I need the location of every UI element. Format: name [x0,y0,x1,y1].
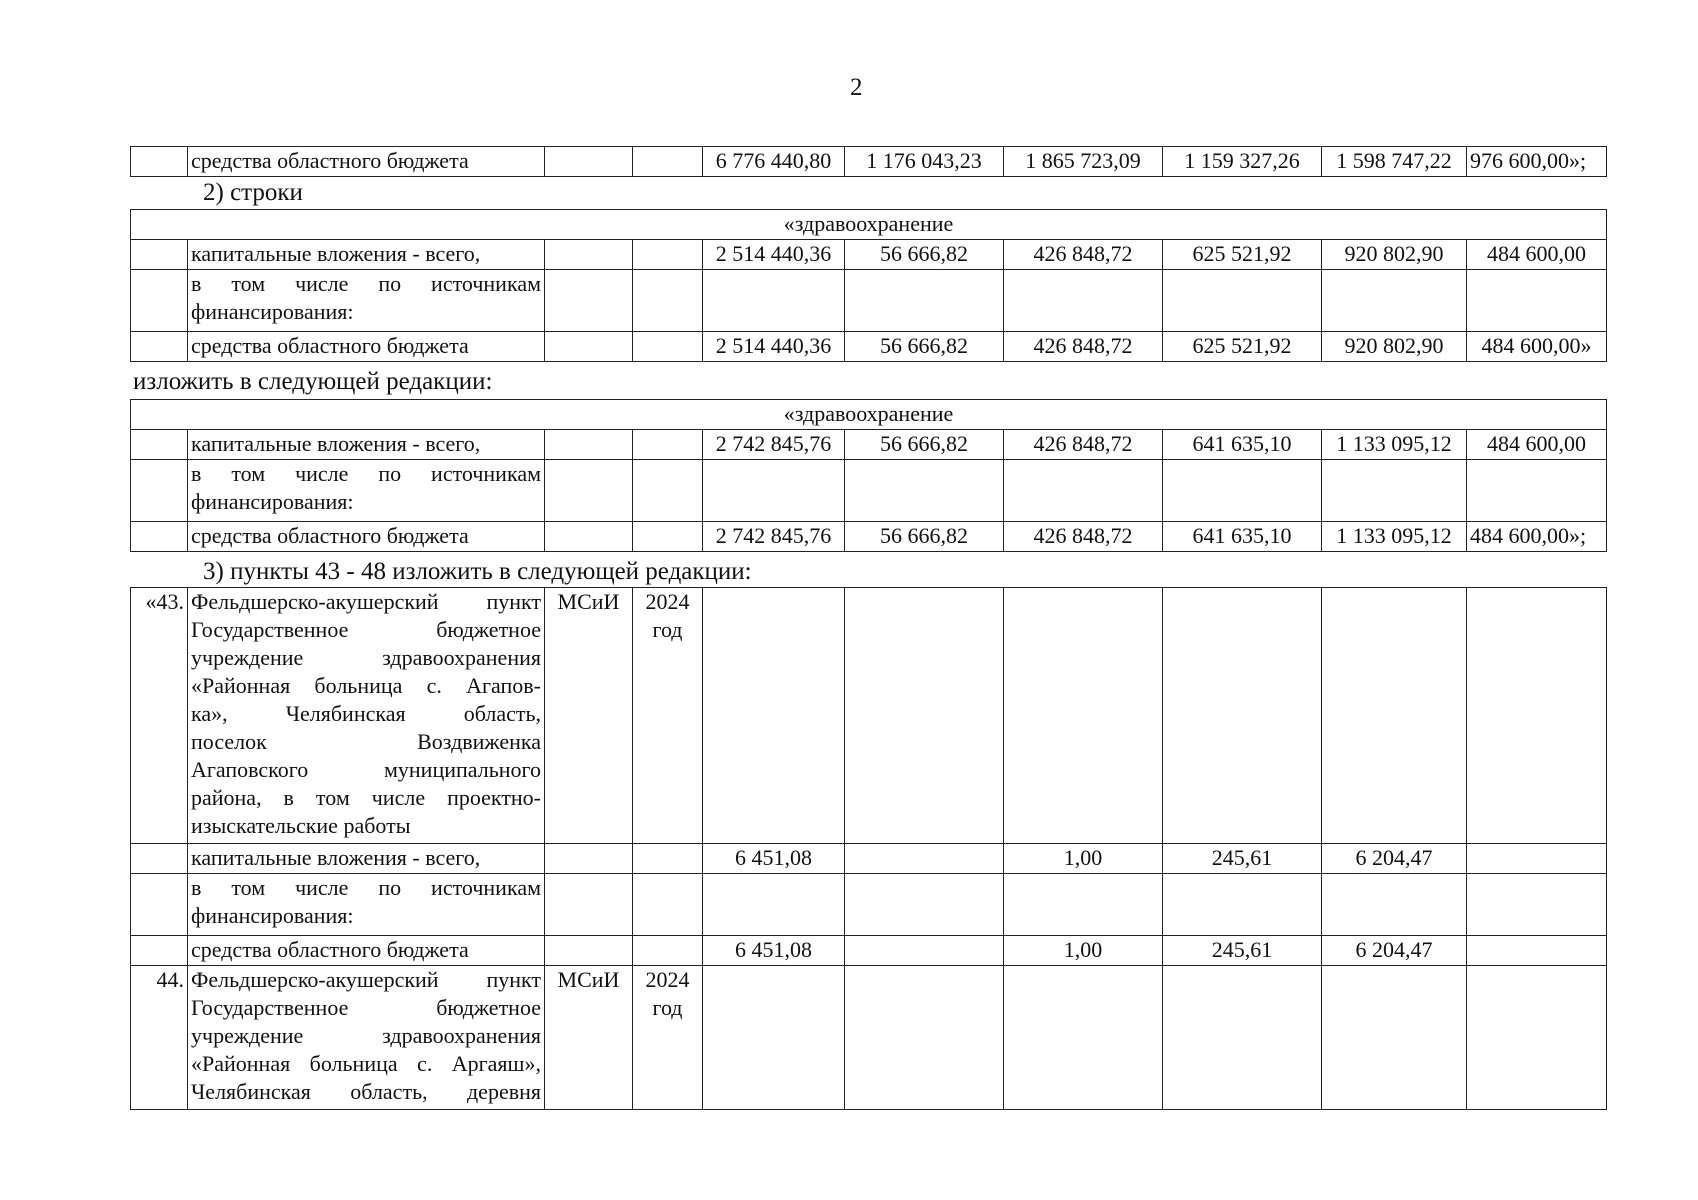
year-line: 2024 [645,589,690,614]
name-cell [188,270,545,332]
empty-cell [1163,966,1322,1110]
table-row [131,270,1607,332]
number-cell [131,270,188,332]
value-cell: 484 600,00» [1467,332,1607,362]
name-cell [188,874,545,936]
value-cell: 484 600,00»; [1467,522,1607,552]
number-cell [131,460,188,522]
value-cell: 976 600,00»; [1467,147,1607,177]
customer-cell [545,430,633,460]
title-line: изыскательские работы [191,813,411,838]
table-row [131,147,1607,177]
empty-cell [1004,460,1163,522]
table-row [131,844,1607,874]
table-row [131,210,1607,240]
total-cell: 2 742 845,76 [703,522,845,552]
value-cell: 625 521,92 [1163,332,1322,362]
value-cell: 920 802,90 [1322,240,1467,270]
year-cell [633,966,703,1110]
value-cell: 1,00 [1004,936,1163,966]
name-cell: средства областного бюджета [188,332,545,362]
old-rows-table [130,209,1607,362]
year-line: год [652,617,683,642]
empty-cell [1322,966,1467,1110]
table-row [131,460,1607,522]
customer-cell [545,240,633,270]
value-cell [1467,936,1607,966]
title-line: учреждение здравоохранения [191,1023,541,1048]
year-cell [633,844,703,874]
items-table [130,587,1607,1110]
name-cell: средства областного бюджета [188,147,545,177]
value-cell: 426 848,72 [1004,332,1163,362]
customer-cell [545,147,633,177]
empty-cell [1322,270,1467,332]
empty-cell [1322,588,1467,844]
value-cell: 641 635,10 [1163,430,1322,460]
year-line: год [652,995,683,1020]
value-cell: 1 865 723,09 [1004,147,1163,177]
empty-cell [1322,874,1467,936]
value-cell: 1 176 043,23 [845,147,1004,177]
empty-cell [703,966,845,1110]
empty-cell [545,874,633,936]
value-cell [845,936,1004,966]
year-cell [633,332,703,362]
title-line: ка», Челябинская область, [191,701,541,726]
name-cell [188,460,545,522]
value-cell: 56 666,82 [845,240,1004,270]
item-number: 44. [131,966,188,1110]
empty-cell [1163,460,1322,522]
value-cell: 1 598 747,22 [1322,147,1467,177]
item-title [188,966,545,1110]
title-line: «Районная больница с. Аргаяш», [191,1051,541,1076]
empty-cell [703,588,845,844]
name-cell: капитальные вложения - всего, [188,240,545,270]
name-line: финансирования: [191,299,354,324]
value-cell: 426 848,72 [1004,522,1163,552]
number-cell [131,844,188,874]
empty-cell [703,874,845,936]
empty-cell [845,460,1004,522]
page-number: 2 [850,74,863,101]
total-cell: 6 451,08 [703,936,845,966]
number-cell [131,240,188,270]
value-cell: 245,61 [1163,844,1322,874]
empty-cell [1163,270,1322,332]
table-row [131,430,1607,460]
empty-cell [1467,966,1607,1110]
empty-cell [703,460,845,522]
empty-cell [1467,460,1607,522]
value-cell: 1 133 095,12 [1322,430,1467,460]
name-line: в том числе по источникам [191,461,541,486]
title-line: учреждение здравоохранения [191,645,541,670]
value-cell: 56 666,82 [845,522,1004,552]
value-cell: 56 666,82 [845,430,1004,460]
empty-cell [633,460,703,522]
title-line: Фельдшерско-акушерский пункт [191,589,541,614]
number-cell [131,332,188,362]
item-title [188,588,545,844]
heading-3: 3) пункты 43 - 48 изложить в следующей редакции: [203,558,752,585]
title-line: Государственное бюджетное [191,995,541,1020]
item-number: «43. [131,588,188,844]
empty-cell [1163,874,1322,936]
value-cell: 245,61 [1163,936,1322,966]
table-row [131,240,1607,270]
customer-cell [545,936,633,966]
section-header: «здравоохранение [131,210,1607,240]
total-cell: 2 514 440,36 [703,332,845,362]
empty-cell [545,460,633,522]
number-cell [131,874,188,936]
name-cell: капитальные вложения - всего, [188,430,545,460]
table-row [131,332,1607,362]
value-cell [845,844,1004,874]
value-cell: 625 521,92 [1163,240,1322,270]
empty-cell [1004,874,1163,936]
name-line: в том числе по источникам [191,271,541,296]
value-cell: 56 666,82 [845,332,1004,362]
year-cell [633,147,703,177]
name-line: финансирования: [191,489,354,514]
section-header: «здравоохранение [131,400,1607,430]
customer-cell [545,522,633,552]
table-row [131,966,1607,1110]
title-line: района, в том числе проектно- [191,785,541,810]
name-line: финансирования: [191,903,354,928]
empty-cell [845,588,1004,844]
value-cell: 426 848,72 [1004,430,1163,460]
value-cell: 1 133 095,12 [1322,522,1467,552]
title-line: поселок Воздвиженка [191,729,541,754]
name-cell: капитальные вложения - всего, [188,844,545,874]
empty-cell [1004,966,1163,1110]
table-row [131,874,1607,936]
empty-cell [845,270,1004,332]
value-cell: 6 204,47 [1322,844,1467,874]
title-line: Фельдшерско-акушерский пункт [191,967,541,992]
name-line: в том числе по источникам [191,875,541,900]
empty-cell [633,270,703,332]
total-cell: 6 776 440,80 [703,147,845,177]
empty-cell [1467,874,1607,936]
heading-replace: изложить в следующей редакции: [133,368,493,395]
year-cell [633,240,703,270]
empty-cell [845,966,1004,1110]
customer-cell [545,332,633,362]
empty-cell [1004,588,1163,844]
value-cell: 484 600,00 [1467,430,1607,460]
title-line: Агаповского муниципального [191,757,541,782]
customer-cell: МСиИ [545,588,633,844]
empty-cell [545,270,633,332]
value-cell: 1,00 [1004,844,1163,874]
value-cell: 484 600,00 [1467,240,1607,270]
total-cell: 2 514 440,36 [703,240,845,270]
top-continuation-table [130,146,1607,177]
name-cell: средства областного бюджета [188,522,545,552]
number-cell [131,430,188,460]
new-rows-table [130,399,1607,552]
empty-cell [1004,270,1163,332]
empty-cell [1467,270,1607,332]
year-cell [633,522,703,552]
value-cell: 920 802,90 [1322,332,1467,362]
total-cell: 6 451,08 [703,844,845,874]
empty-cell [1467,588,1607,844]
value-cell: 641 635,10 [1163,522,1322,552]
year-line: 2024 [645,967,690,992]
customer-cell [545,844,633,874]
number-cell [131,522,188,552]
value-cell: 426 848,72 [1004,240,1163,270]
empty-cell [633,874,703,936]
value-cell: 1 159 327,26 [1163,147,1322,177]
value-cell [1467,844,1607,874]
value-cell: 6 204,47 [1322,936,1467,966]
empty-cell [703,270,845,332]
table-row [131,400,1607,430]
name-cell: средства областного бюджета [188,936,545,966]
number-cell [131,147,188,177]
heading-2: 2) строки [203,179,303,206]
customer-cell: МСиИ [545,966,633,1110]
total-cell: 2 742 845,76 [703,430,845,460]
table-row [131,936,1607,966]
empty-cell [1163,588,1322,844]
empty-cell [1322,460,1467,522]
empty-cell [845,874,1004,936]
year-cell [633,588,703,844]
year-cell [633,936,703,966]
number-cell [131,936,188,966]
title-line: Челябинская область, деревня [191,1079,541,1104]
table-row [131,588,1607,844]
title-line: Государственное бюджетное [191,617,541,642]
year-cell [633,430,703,460]
title-line: «Районная больница с. Агапов- [191,673,541,698]
table-row [131,522,1607,552]
